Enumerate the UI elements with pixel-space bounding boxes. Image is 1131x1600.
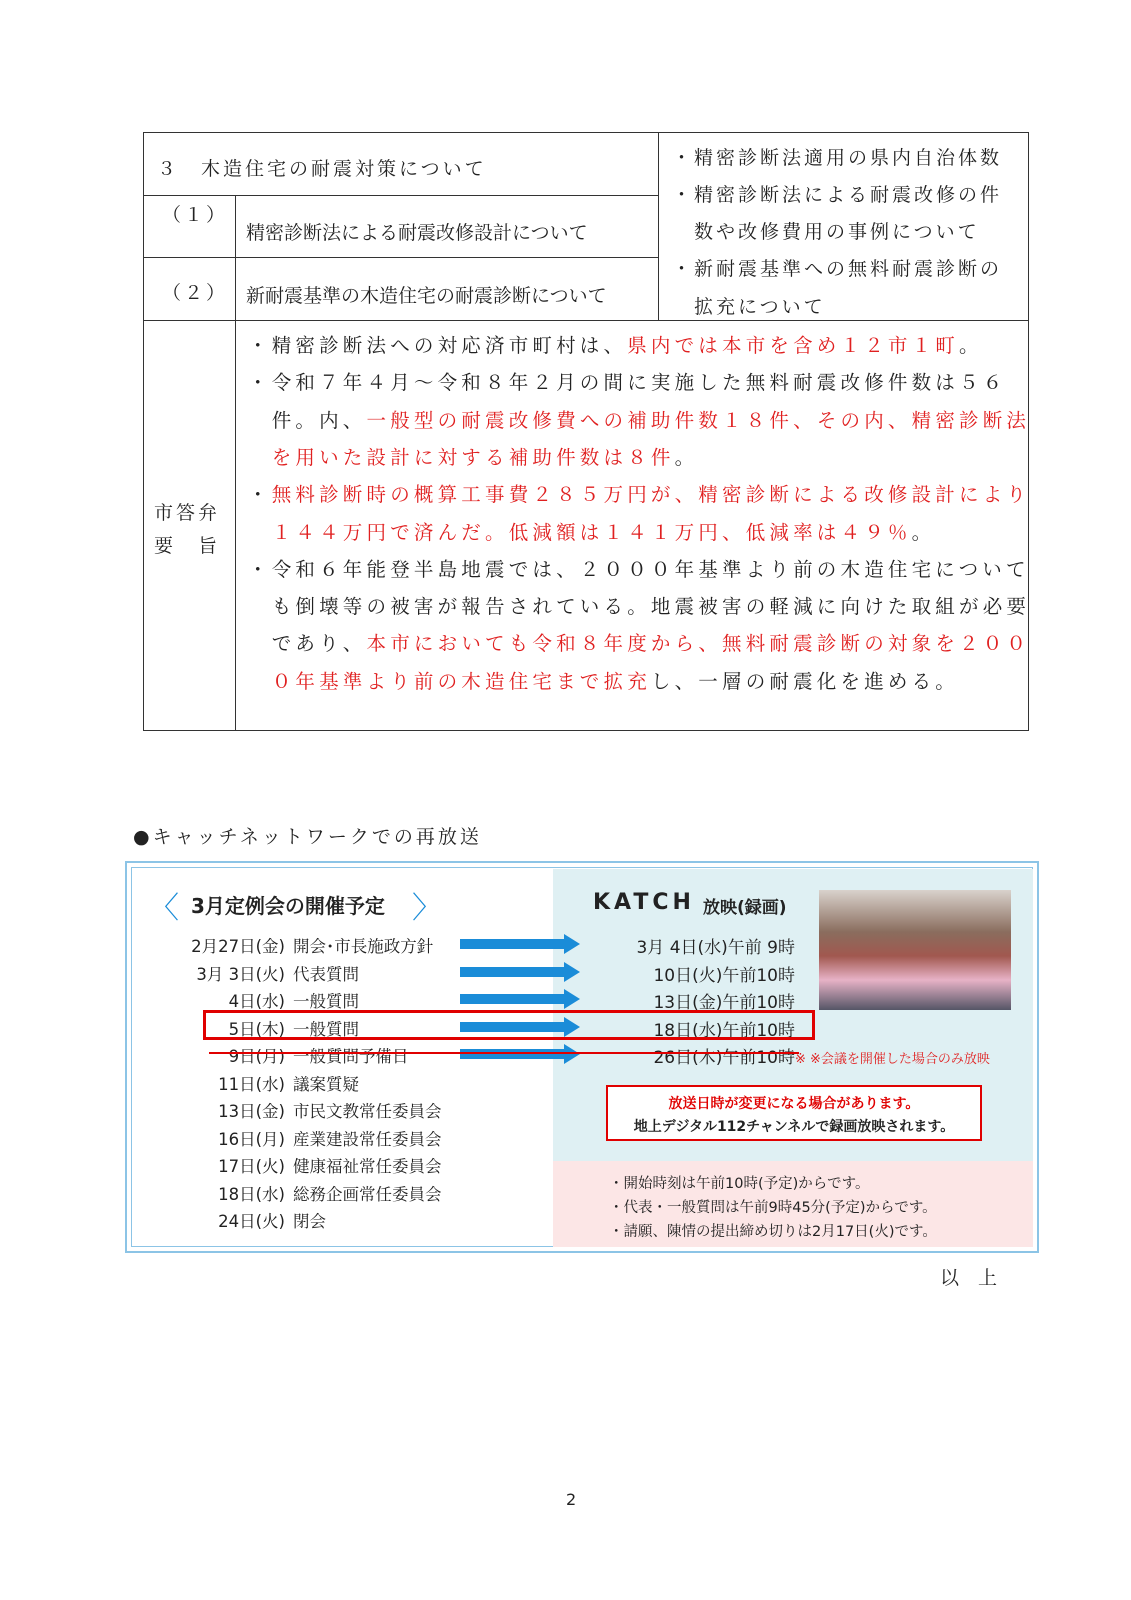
bracket-left-icon: 〈 bbox=[149, 891, 179, 926]
text: 。 bbox=[959, 334, 983, 357]
answer-line bbox=[248, 405, 1030, 433]
session-date: 17日(火) bbox=[218, 1157, 285, 1176]
sub1-number: （１） bbox=[162, 204, 229, 226]
session-item: 産業建設常任委員会 bbox=[293, 1129, 442, 1149]
panel-title: 3月定例会の開催予定 bbox=[191, 894, 385, 918]
session-item: 代表質問 bbox=[293, 964, 359, 984]
highlighted-text: 一般型の耐震改修費への補助件数１８件、その内、精密診断法 bbox=[366, 408, 1031, 432]
page-number: 2 bbox=[566, 1490, 577, 1509]
assembly-photo bbox=[819, 890, 1011, 1010]
answer-line bbox=[248, 628, 1030, 656]
session-item: 一般質問 bbox=[293, 1019, 359, 1039]
session-date: 4日(水) bbox=[228, 992, 285, 1011]
closing: 以 上 bbox=[940, 1267, 998, 1289]
session-date: 3月 3日(火) bbox=[196, 964, 285, 984]
text: 。 bbox=[911, 520, 936, 544]
answer-line bbox=[248, 591, 1030, 619]
text: ・令和７年４月～令和８年２月の間に実施した無料耐震改修件数は５６ bbox=[248, 371, 1007, 395]
point: ・精密診断法による耐震改修の件 bbox=[672, 184, 1003, 206]
session-date: 5日(木) bbox=[228, 1019, 285, 1039]
katch-logo: KATCH bbox=[593, 890, 695, 915]
session-date: 24日(火) bbox=[218, 1212, 285, 1231]
session-date: 16日(月) bbox=[218, 1129, 285, 1149]
answer-label: 要 旨 bbox=[154, 535, 221, 557]
point: 拡充について bbox=[672, 296, 826, 318]
bracket-right-icon: 〉 bbox=[412, 891, 442, 926]
session-date: 11日(水) bbox=[218, 1074, 285, 1094]
notice-text: 地上デジタル112チャンネルで録画放映されます。 bbox=[633, 1119, 955, 1135]
text: し、一層の耐震化を進める。 bbox=[650, 669, 960, 693]
point: 数や改修費用の事例について bbox=[672, 221, 980, 243]
schedule-panel bbox=[125, 861, 1039, 1253]
highlight-box bbox=[203, 1010, 815, 1040]
question-heading: ３ 木造住宅の耐震対策について bbox=[157, 158, 487, 180]
answer-line bbox=[248, 479, 1030, 507]
answer-line bbox=[248, 330, 983, 358]
session-date: 2月27日(金) bbox=[191, 937, 285, 956]
text: であり、 bbox=[248, 632, 367, 656]
note: ・請願、陳情の提出締め切りは2月17日(火)です。 bbox=[609, 1224, 937, 1240]
text: 。 bbox=[674, 445, 699, 469]
notice-red: 放送日時が変更になる場合があります。 bbox=[668, 1096, 920, 1112]
session-item: 開会･市長施政方針 bbox=[293, 937, 434, 956]
session-date: 9日(月) bbox=[228, 1047, 285, 1066]
arrow-right-icon bbox=[460, 967, 580, 977]
highlighted-text: 本市においても令和８年度から、無料耐震診断の対象を２００ bbox=[366, 632, 1031, 656]
answer-line bbox=[248, 554, 1030, 582]
highlighted-text: 県内では本市を含め１２市１町 bbox=[627, 334, 960, 357]
session-item: 一般質問予備日 bbox=[293, 1047, 409, 1066]
text: ・ bbox=[248, 483, 272, 507]
notes bbox=[609, 1172, 937, 1244]
broadcast-time: 13日(金)午前10時 bbox=[653, 993, 795, 1013]
answer-line bbox=[248, 442, 698, 470]
session-item: 総務企画常任委員会 bbox=[293, 1184, 442, 1204]
sub2-number: （２） bbox=[162, 282, 229, 304]
point: ・新耐震基準への無料耐震診断の bbox=[672, 258, 1003, 280]
session-item: 健康福祉常任委員会 bbox=[293, 1157, 442, 1176]
answer-line bbox=[248, 517, 935, 545]
answer-line bbox=[248, 367, 1006, 395]
session-item: 議案質疑 bbox=[293, 1074, 359, 1094]
point: ・精密診断法適用の県内自治体数 bbox=[672, 147, 1003, 169]
arrow-right-icon bbox=[460, 1049, 580, 1059]
text: ・精密診断法への対応済市町村は、 bbox=[248, 334, 628, 357]
answer-line bbox=[248, 666, 959, 694]
session-item: 市民文教常任委員会 bbox=[293, 1102, 442, 1121]
answer-label: 市答弁 bbox=[154, 502, 221, 524]
broadcast-time: 18日(水)午前10時 bbox=[653, 1020, 795, 1041]
sub1-title: 精密診断法による耐震改修設計について bbox=[246, 222, 588, 244]
highlighted-text: ０年基準より前の木造住宅まで拡充 bbox=[248, 669, 651, 693]
footnote: ※ ※会議を開催した場合のみ放映 bbox=[795, 1052, 990, 1067]
arrow-right-icon bbox=[460, 994, 580, 1004]
notice-box bbox=[606, 1085, 982, 1141]
highlighted-text: 無料診断時の概算工事費２８５万円が、精密診断による改修設計により bbox=[271, 483, 1031, 507]
session-date: 13日(金) bbox=[218, 1102, 285, 1121]
text: ・令和６年能登半島地震では、２０００年基準より前の木造住宅について bbox=[248, 557, 1030, 581]
broadcast-time: 10日(火)午前10時 bbox=[653, 965, 795, 986]
arrow-right-icon bbox=[460, 939, 580, 949]
strikethrough-line bbox=[209, 1052, 799, 1054]
session-item: 一般質問 bbox=[293, 992, 359, 1011]
session-date: 18日(水) bbox=[218, 1184, 285, 1204]
highlighted-text: を用いた設計に対する補助件数は８件 bbox=[248, 445, 675, 469]
highlighted-text: １４４万円で済んだ。低減額は１４１万円、低減率は４９％ bbox=[248, 520, 912, 544]
rebroadcast-heading: ●キャッチネットワークでの再放送 bbox=[133, 826, 482, 848]
broadcast-time: 3月 4日(水)午前 9時 bbox=[636, 938, 795, 958]
note: ・開始時刻は午前10時(予定)からです。 bbox=[609, 1176, 870, 1192]
broadcast-time: 26日(木)午前10時 bbox=[653, 1048, 795, 1068]
text: 件。内、 bbox=[248, 408, 367, 432]
katch-title: 放映(録画) bbox=[703, 898, 787, 918]
text: も倒壊等の被害が報告されている。地震被害の軽減に向けた取組が必要 bbox=[248, 595, 1031, 619]
note: ・代表・一般質問は午前9時45分(予定)からです。 bbox=[609, 1200, 937, 1216]
sub2-title: 新耐震基準の木造住宅の耐震診断について bbox=[246, 285, 607, 307]
session-item: 閉会 bbox=[293, 1212, 326, 1231]
